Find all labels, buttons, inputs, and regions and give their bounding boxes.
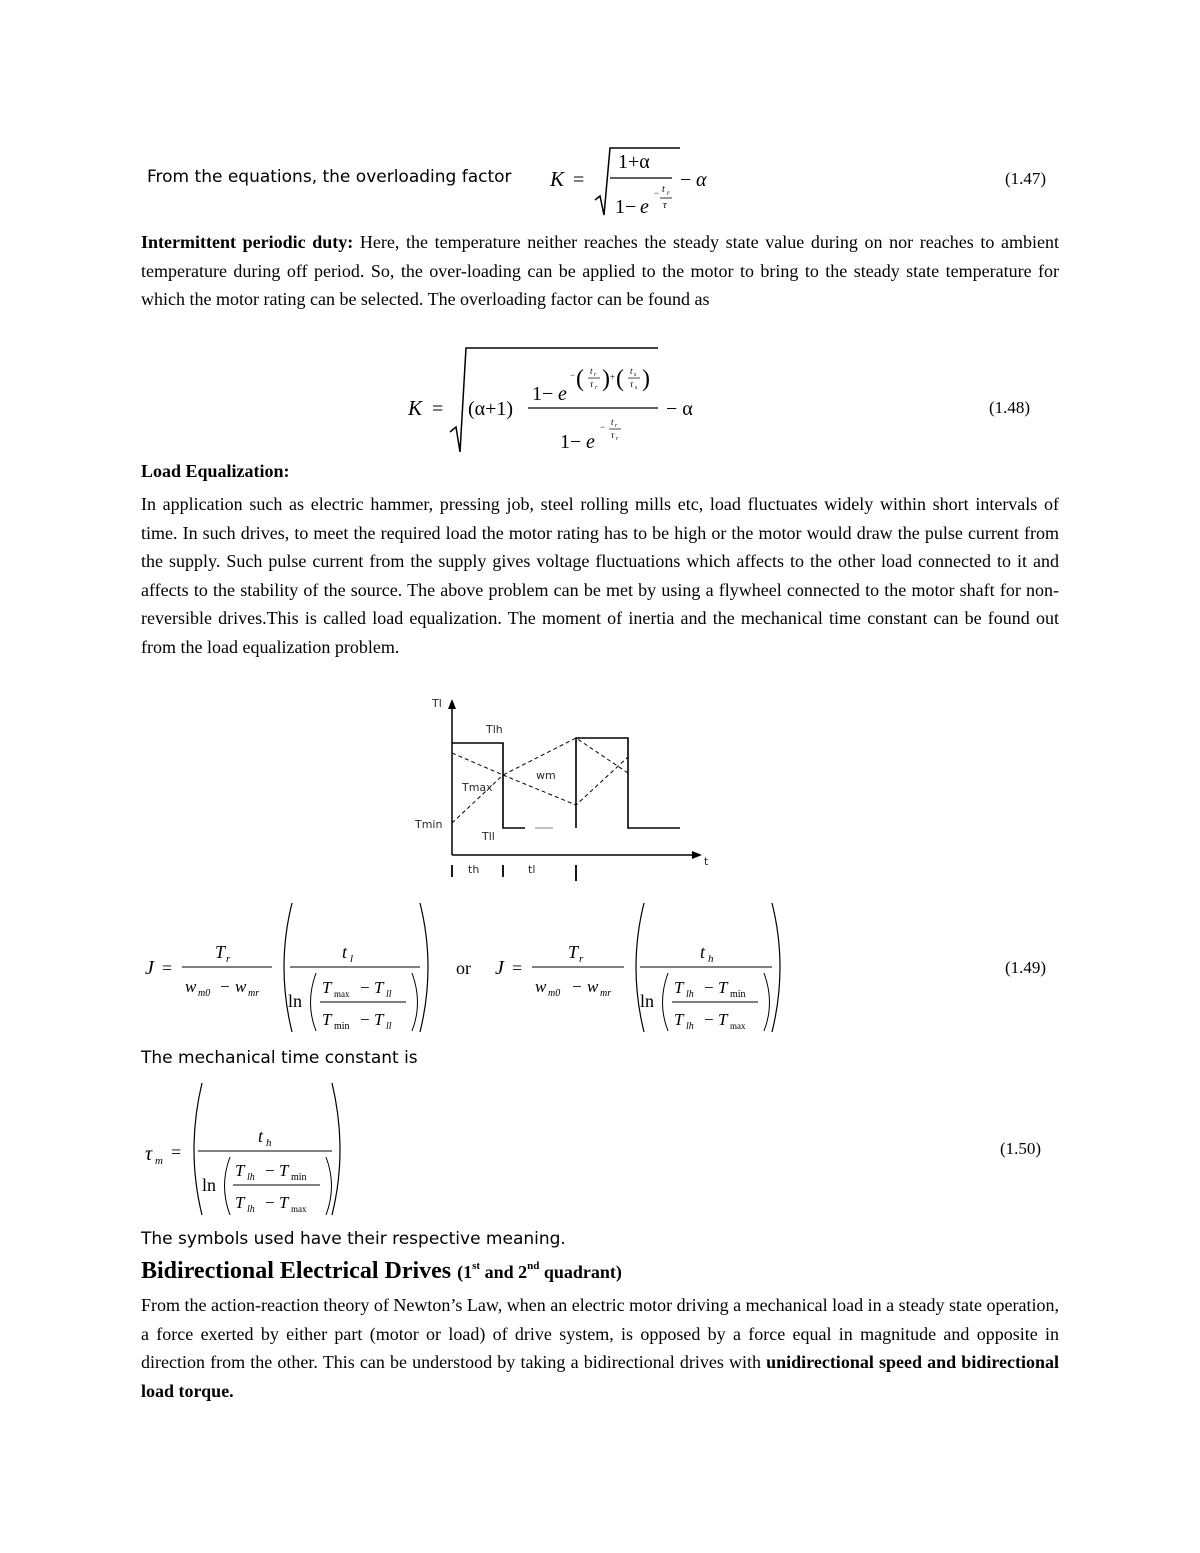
eq150-lh-sub: lh	[247, 1172, 255, 1183]
paren	[311, 973, 317, 1031]
eq150-minus-b: −	[265, 1193, 275, 1212]
eq149-tl1-sub: l	[350, 953, 354, 965]
label-tmin: Tmin	[415, 818, 443, 831]
label-wm: wm	[536, 769, 556, 782]
eq149-max-sub2: max	[730, 1021, 746, 1031]
eq148-exp-s2b: s	[635, 385, 638, 391]
eq147-exp-minus: −	[654, 188, 660, 198]
label-tlh: Tlh	[486, 723, 503, 736]
paren	[225, 1157, 231, 1215]
eq149-lh-sub2: lh	[686, 989, 694, 1000]
eq149-tmax1: T	[322, 978, 332, 997]
eq149-tmin1: T	[322, 1010, 332, 1029]
quadrant-and: and 2	[480, 1262, 528, 1282]
big-paren-right	[772, 903, 780, 1032]
eq147-exp-tau: τ	[663, 200, 667, 211]
paren: )	[602, 366, 610, 392]
paren	[764, 973, 770, 1031]
eq149-w2b: w	[587, 977, 599, 996]
load-eq-heading: Load Equalization:	[141, 461, 290, 481]
eq147-alpha: α	[696, 169, 707, 191]
label-tll: Tll	[482, 830, 495, 843]
bidirectional-title: Bidirectional Electrical Drives	[141, 1258, 452, 1284]
mech-tc-text: The mechanical time constant is	[141, 1048, 418, 1068]
eq150-number: (1.50)	[1000, 1139, 1042, 1158]
eq149-tlh2: T	[674, 978, 684, 997]
eq147-exp-r: r	[667, 189, 670, 197]
eq149-min-sub2: min	[730, 989, 746, 1000]
eq148-den-rb: r	[616, 436, 619, 442]
eq149-m0-sub1: m0	[198, 988, 211, 999]
eq148-exp-t2: t	[630, 366, 633, 376]
intermittent-text: Here, the temperature neither reaches the steady state value during on nor reaches to ambient temperature during off period. So, the over-loading can be applied to the motor to bring to the steady state temperature for which the motor rating can be selected. The overloading factor can be found as	[141, 232, 1059, 310]
eq149-ln2: ln	[640, 991, 655, 1011]
eq149-minus1: −	[220, 977, 230, 996]
eq149-mr-sub1: mr	[248, 988, 260, 999]
big-paren-right	[420, 903, 428, 1032]
eq149-lh-sub2b: lh	[686, 1021, 694, 1032]
eq149-max-sub1: max	[334, 989, 350, 999]
eq148-exp-tau1: τ	[590, 379, 594, 389]
quadrant-open: (1	[457, 1262, 473, 1282]
eq148-den-e: e	[586, 431, 595, 453]
eq147-eq: =	[573, 169, 585, 191]
eq149-minus-d: −	[704, 1010, 714, 1029]
eq148-den-one-minus: 1−	[560, 431, 582, 453]
eq149-th2-sub: h	[708, 953, 714, 965]
equation-1-49	[140, 895, 800, 1040]
eq149-tr2-sub: r	[579, 953, 584, 965]
equation-1-48	[400, 340, 720, 460]
eq148-k: K	[408, 396, 423, 420]
load-equalization-diagram	[410, 695, 720, 890]
eq149-minus-c: −	[704, 978, 714, 997]
bidirectional-heading	[141, 1258, 622, 1285]
label-tl: tl	[528, 863, 536, 876]
equation-1-47	[540, 140, 740, 220]
label-tmax: Tmax	[462, 781, 493, 794]
bidirectional-text: From the action-reaction theory of Newton’s Law, when an electric motor driving a mechanical load in a steady state operation, a force exerted by either part (motor or load) of drive system, is opposed by a force equal in magnitude and opposite in direction from the other. This can be understood by taking a bidirectional drives with	[141, 1295, 1060, 1373]
eq150-tau-sub: m	[155, 1155, 163, 1167]
eq149-tmax2: T	[718, 1010, 728, 1029]
eq150-ln: ln	[202, 1175, 217, 1195]
eq150-eq: =	[171, 1142, 182, 1162]
eq150-tmin: T	[279, 1161, 289, 1180]
load-torque-pulse-2	[576, 738, 680, 828]
quadrant-close: quadrant)	[539, 1262, 622, 1282]
eq150-tlh-b: T	[235, 1193, 245, 1212]
eq148-den-t: t	[611, 417, 614, 427]
eq148-den-exp-minus: −	[600, 422, 606, 432]
eq149-tll1: T	[374, 978, 384, 997]
eq147-exp-t: t	[662, 184, 665, 195]
eq148-num-one-minus: 1−	[532, 383, 554, 405]
eq148-alpha-plus-one: (α+1)	[468, 398, 514, 420]
paren: (	[576, 366, 584, 392]
paren: )	[642, 366, 650, 392]
paren	[412, 973, 418, 1031]
eq149-tlh2b: T	[674, 1010, 684, 1029]
equation-1-50	[140, 1075, 360, 1225]
eq148-exp-plus: +	[610, 372, 616, 382]
eq150-tau: τ	[145, 1143, 153, 1165]
eq149-tr1-sub: r	[226, 953, 231, 965]
eq147-one-minus: 1−	[615, 196, 637, 218]
intermittent-label: Intermittent periodic duty:	[141, 232, 354, 252]
bidirectional-paragraph	[141, 1291, 1059, 1405]
eq149-tll1b: T	[374, 1010, 384, 1029]
eq149-w1b: w	[235, 977, 247, 996]
eq149-eq2: =	[512, 958, 523, 978]
eq149-eq1: =	[162, 958, 173, 978]
eq148-num-exp-minus: −	[570, 370, 576, 380]
x-axis-label: t	[704, 855, 709, 868]
eq149-min-sub1: min	[334, 1021, 350, 1032]
eq149-minus-a: −	[360, 978, 370, 997]
paren	[663, 973, 669, 1031]
eq147-minus: −	[680, 169, 692, 191]
symbols-note: The symbols used have their respective meaning.	[141, 1229, 566, 1249]
bidirectional-bold: unidirectional speed and bidirectional load torque.	[141, 1352, 1059, 1401]
eq149-j1: J	[145, 957, 154, 979]
eq147-numerator: 1+α	[618, 151, 650, 173]
eq148-num-e: e	[558, 383, 567, 405]
sup-st: st	[472, 1260, 481, 1272]
eq149-th2: t	[700, 942, 706, 962]
load-eq-paragraph: In application such as electric hammer, pressing job, steel rolling mills etc, load fluctuates widely within short intervals of time. In such drives, to meet the required load the motor rating has to be high or the motor would draw the pulse current from the supply. Such pulse current from the supply gives voltage fluctuations which affects to the other load connected to it and affects to the stability of the source. The above problem can be met by using a flywheel connected to the motor shaft for non-reversible drives.This is called load equalization. The moment of inertia and the mechanical time constant can be found out from the load equalization problem.	[141, 494, 1059, 657]
eq148-number: (1.48)	[989, 398, 1031, 417]
y-axis-arrow	[448, 699, 456, 709]
eq149-or: or	[456, 958, 471, 978]
x-axis-arrow	[692, 851, 702, 859]
eq149-mr-sub2: mr	[600, 988, 612, 999]
intermittent-paragraph	[141, 228, 1059, 314]
eq148-eq: =	[432, 398, 444, 420]
eq149-ll-sub1b: ll	[386, 1021, 392, 1032]
eq149-tl1: t	[342, 942, 348, 962]
eq149-ln1: ln	[288, 991, 303, 1011]
eq149-tmin2: T	[718, 978, 728, 997]
eq147-intro: From the equations, the overloading factor	[147, 167, 512, 187]
eq148-exp-t1: t	[590, 366, 593, 376]
eq148-exp-r1: r	[594, 372, 597, 378]
big-paren-left	[194, 1083, 202, 1215]
eq150-tlh: T	[235, 1161, 245, 1180]
paren: (	[616, 366, 624, 392]
eq148-den-tau: τ	[611, 430, 615, 440]
eq149-number: (1.49)	[1005, 958, 1047, 977]
eq148-den-r: r	[615, 423, 618, 429]
eq149-w1: w	[185, 977, 197, 996]
eq150-t: t	[258, 1126, 264, 1146]
eq150-t-sub: h	[266, 1137, 272, 1149]
sup-nd: nd	[527, 1260, 540, 1272]
eq148-exp-tau2: τ	[630, 379, 634, 389]
eq150-tmax: T	[279, 1193, 289, 1212]
eq149-minus2: −	[572, 977, 582, 996]
eq149-tr2: T	[568, 942, 579, 962]
eq147-e: e	[640, 196, 649, 218]
eq150-min-sub: min	[291, 1172, 307, 1183]
eq149-m0-sub2: m0	[548, 988, 561, 999]
eq148-exp-s2: s	[634, 372, 637, 378]
big-paren-right	[332, 1083, 340, 1215]
paren	[326, 1157, 332, 1215]
eq149-minus-b: −	[360, 1010, 370, 1029]
y-axis-label: Tl	[432, 697, 442, 710]
eq149-ll-sub1: ll	[386, 989, 392, 1000]
label-th: th	[468, 863, 480, 876]
eq148-minus-alpha: − α	[666, 398, 693, 420]
eq149-tr1: T	[215, 942, 226, 962]
eq148-exp-r1b: r	[595, 385, 598, 391]
eq149-j2: J	[495, 957, 504, 979]
eq147-number: (1.47)	[1005, 169, 1047, 188]
eq147-k: K	[550, 167, 565, 191]
eq150-max-sub: max	[291, 1204, 307, 1214]
eq149-w2: w	[535, 977, 547, 996]
eq150-lh-sub-b: lh	[247, 1204, 255, 1215]
eq150-minus-a: −	[265, 1161, 275, 1180]
